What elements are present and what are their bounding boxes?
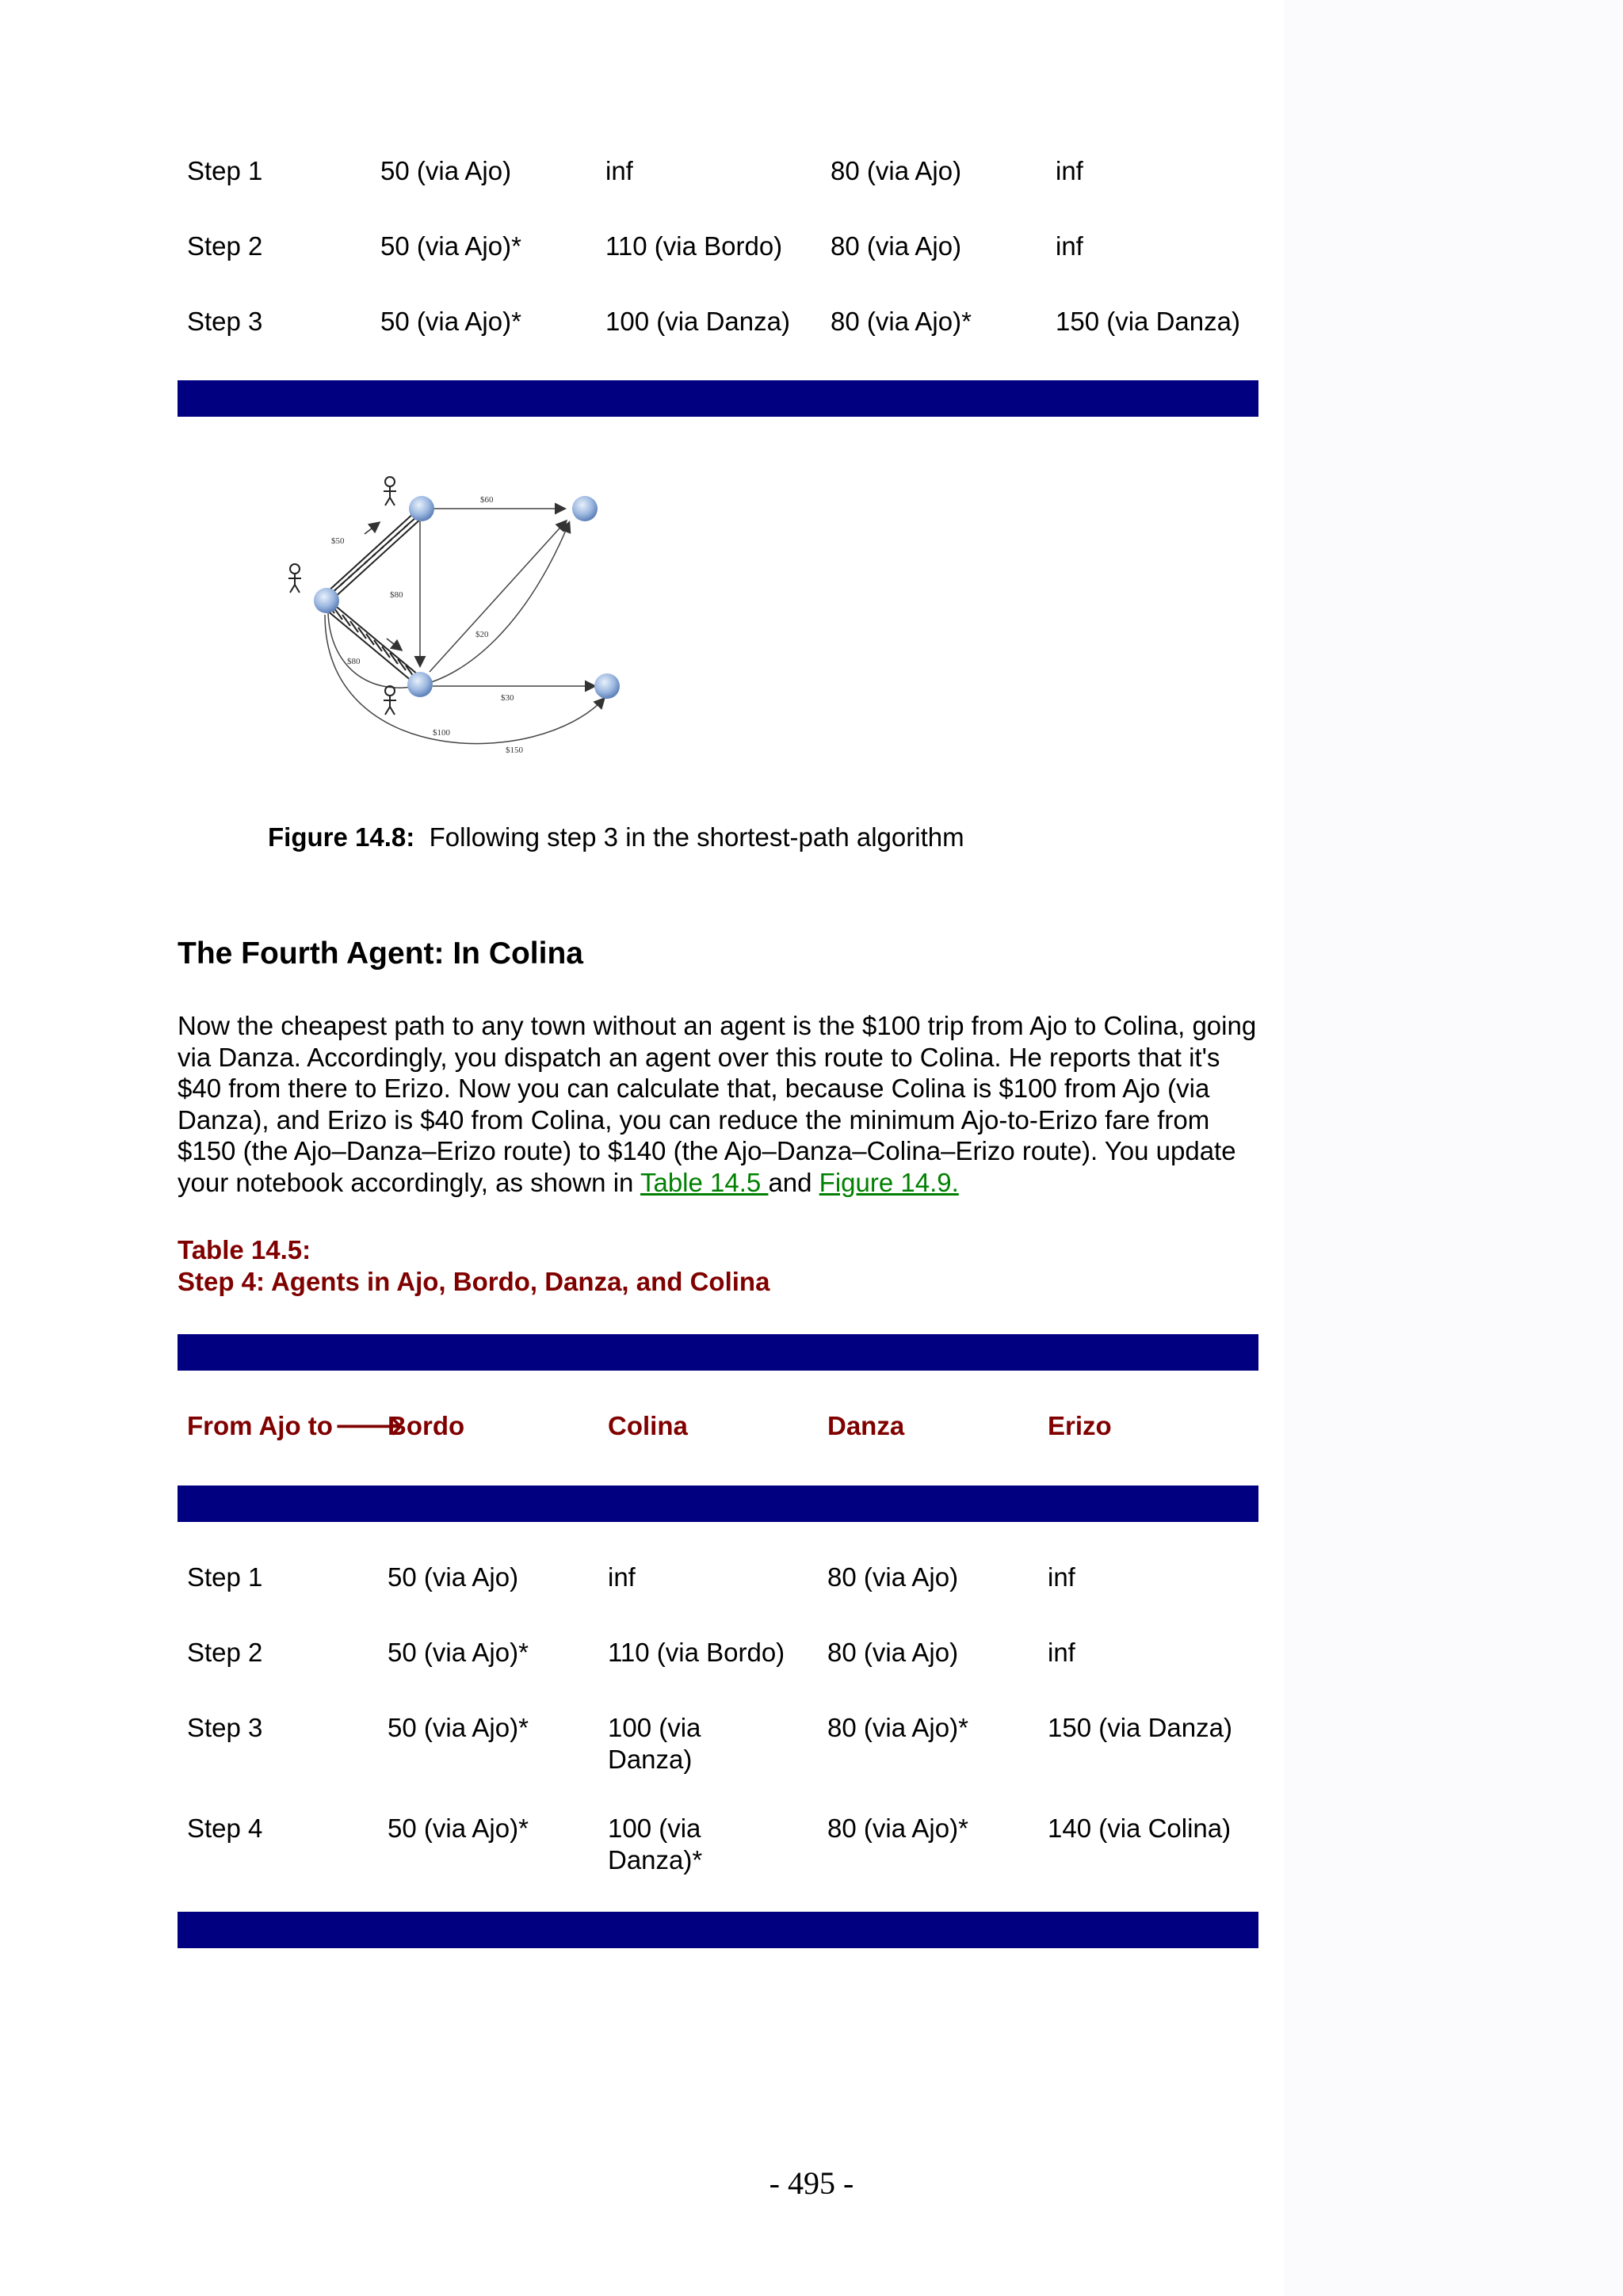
body-paragraph [178, 1010, 1263, 1198]
table-caption-number: Table 14.5: [178, 1235, 311, 1264]
section-title: The Fourth Agent: In Colina [178, 936, 583, 971]
table-caption [178, 1234, 769, 1298]
table-cell: Step 1 [187, 156, 263, 185]
page-number: - 495 - [769, 2165, 854, 2201]
table-14-5-link[interactable]: Table 14.5 [640, 1167, 769, 1197]
table-cell: 100 (via Danza)* [608, 1814, 703, 1875]
table-header-bar [178, 1486, 1258, 1522]
table-cell: 50 (via Ajo)* [380, 231, 521, 261]
table-header-cell: Bordo [388, 1411, 465, 1440]
table-cell: 50 (via Ajo) [388, 1562, 519, 1592]
table-cell: 80 (via Ajo) [831, 231, 962, 261]
table-cell: inf [1048, 1562, 1075, 1592]
town-node-ajo [314, 588, 339, 613]
paragraph-text: Now the cheapest path to any town without an agent is the $100 trip from Ajo to Colina, going via Danza. Accordingly, you dispatch an agent over this route to Colina. He reports that it's $40 from there to Erizo. Now you can calculate that, because Colina is $100 from Ajo (via Danza), and Erizo is $40 from Colina, you can reduce the minimum Ajo-to-Erizo fare from $150 (the Ajo–Danza–Erizo route) to $140 (the Ajo–Danza–Colina–Erizo route). You update your notebook accordingly, as shown in [178, 1011, 1257, 1197]
table-cell: 110 (via Bordo) [608, 1638, 785, 1667]
table-cell: inf [1056, 231, 1083, 261]
table-cell: Step 4 [187, 1814, 263, 1843]
figure-caption [268, 822, 964, 853]
edge-label: $80 [390, 590, 403, 600]
table-bottom-bar [178, 1912, 1258, 1948]
table-cell: 80 (via Ajo)* [827, 1713, 968, 1742]
table-cell: inf [1056, 156, 1083, 185]
town-node-bordo [409, 496, 434, 521]
edge-arrow [328, 523, 569, 688]
table-cell: Step 1 [187, 1562, 263, 1592]
table-cell: 80 (via Ajo)* [831, 307, 972, 336]
table-header-cell: Colina [608, 1411, 688, 1440]
railroad-track-icon [327, 602, 418, 681]
table-cell: 110 (via Bordo) [605, 231, 783, 261]
table-cell: 140 (via Colina) [1048, 1814, 1232, 1843]
table-cell: Step 3 [187, 1713, 263, 1742]
edge-label: $100 [433, 728, 450, 738]
table-caption-title: Step 4: Agents in Ajo, Bordo, Danza, and Colina [178, 1267, 770, 1296]
table-cell: 50 (via Ajo)* [388, 1638, 529, 1667]
table-header-cell: From Ajo to🡒 [187, 1411, 405, 1440]
edge-arrow [430, 521, 566, 672]
table-cell: 50 (via Ajo)* [388, 1814, 529, 1843]
agent-icon [384, 477, 396, 505]
table-cell: inf [1048, 1638, 1075, 1667]
table-cell: 50 (via Ajo)* [388, 1713, 529, 1742]
agent-icon [384, 686, 396, 715]
table-top-bar [178, 1334, 1258, 1371]
edge-label: $80 [347, 657, 361, 666]
table-cell: inf [608, 1562, 636, 1592]
town-node-colina [572, 496, 598, 521]
table-cell: 80 (via Ajo) [827, 1638, 959, 1667]
agent-icon [288, 564, 301, 593]
table-header-cell: Erizo [1048, 1411, 1112, 1440]
paragraph-text: and [768, 1167, 819, 1197]
table-cell: 50 (via Ajo) [380, 156, 512, 185]
table-header-cell: Danza [827, 1411, 905, 1440]
edge-label: $60 [480, 495, 494, 505]
table-cell: 50 (via Ajo)* [380, 307, 521, 336]
direction-arrow [387, 639, 401, 650]
table-cell: 80 (via Ajo) [831, 156, 962, 185]
town-node-erizo [594, 673, 620, 699]
table-cell: Step 3 [187, 307, 263, 336]
railroad-track-icon [325, 512, 422, 599]
table-cell: inf [605, 156, 633, 185]
shortest-path-figure [277, 467, 626, 769]
table-cell: 80 (via Ajo) [827, 1562, 959, 1592]
table-cell: 150 (via Danza) [1048, 1713, 1232, 1742]
edge-label: $30 [501, 693, 514, 703]
figure-14-9-link[interactable]: Figure 14.9. [819, 1167, 959, 1197]
table-cell: 80 (via Ajo)* [827, 1814, 968, 1843]
direction-arrow [365, 523, 379, 534]
town-node-danza [407, 672, 433, 697]
page-margin-tint [1284, 0, 1623, 2296]
figure-caption-label: Figure 14.8: [268, 822, 415, 852]
edge-label: $150 [506, 746, 523, 755]
edge-label: $50 [331, 536, 345, 546]
edge-label: $20 [475, 630, 489, 639]
table-cell: 150 (via Danza) [1056, 307, 1240, 336]
table-cell: Step 2 [187, 1638, 263, 1667]
table-cell: Step 2 [187, 231, 263, 261]
table-bottom-bar [178, 380, 1258, 417]
table-cell: 100 (via Danza) [605, 307, 790, 336]
figure-caption-text: Following step 3 in the shortest-path algorithm [429, 822, 964, 852]
table-cell: 100 (via Danza) [608, 1713, 701, 1774]
right-arrow-icon: 🡒 [334, 1411, 405, 1440]
